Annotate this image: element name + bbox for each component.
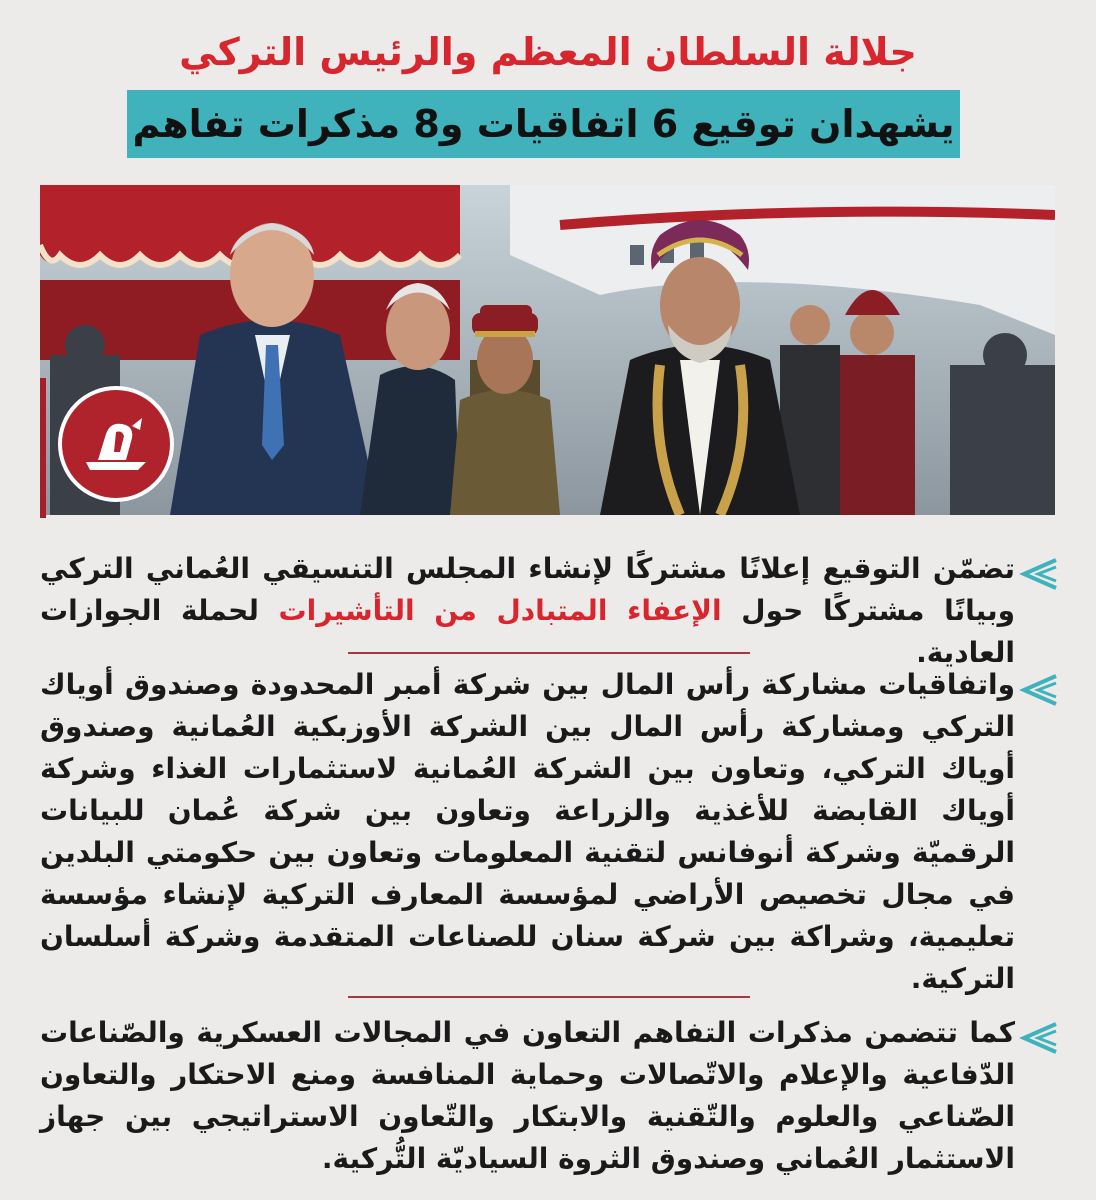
paragraph-1-text-start: تضمّن التوقيع إعلانًا مشتركًا لإنشاء المجلس التنسيقي العُماني التركي وبيانًا مشتركًا حول bbox=[40, 552, 1015, 627]
news-photo bbox=[40, 185, 1055, 515]
headline-subtitle: يشهدان توقيع 6 اتفاقيات و8 مذكرات تفاهم bbox=[132, 102, 955, 146]
paragraph-1-text-end: لحملة الجوازات العادية. bbox=[40, 594, 1015, 669]
paragraph-2: واتفاقيات مشاركة رأس المال بين شركة أمبر المحدودة وصندوق أوياك التركي ومشاركة رأس المال بين الشركة الأوزبكية العُمانية وصندوق أوياك التركي، وتعاون بين الشركة العُمانية لاستثمارات الغذاء وشركة أوياك القابضة للأغذية والزراعة وتعاون بين شركة عُمان للبيانات الرقميّة وشركة أنوفانس لتقنية المعلومات وتعاون بين حكومتي البلدين في مجال تخصيص الأراضي لمؤسسة المعارف التركية لإنشاء مؤسسة تعليمية، وشراكة بين شركة سنان للصناعات المتقدمة وشركة أسلسان التركية. bbox=[40, 668, 1015, 995]
paragraph-1 bbox=[40, 548, 1015, 674]
bullet-chevron-icon bbox=[1018, 1020, 1058, 1056]
photo-accent-bar bbox=[40, 378, 46, 518]
bullet-chevron-icon bbox=[1018, 672, 1058, 708]
headline-subtitle-band bbox=[127, 90, 960, 158]
paragraph-1-highlight: الإعفاء المتبادل من التأشيرات bbox=[278, 594, 722, 627]
photo-illustration bbox=[40, 185, 1055, 515]
brand-logo-icon bbox=[58, 386, 174, 502]
divider-1 bbox=[348, 652, 750, 654]
paragraph-3: كما تتضمن مذكرات التفاهم التعاون في المجالات العسكرية والصّناعات الدّفاعية والإعلام والاتّصالات وحماية المنافسة ومنع الاحتكار والتعاون الصّناعي والعلوم والتّقنية والابتكار والتّعاون الاستراتيجي بين جهاز الاستثمار العُماني وصندوق الثروة السياديّة التُّركية. bbox=[40, 1016, 1015, 1175]
bullet-chevron-icon bbox=[1018, 556, 1058, 592]
headline-title: جلالة السلطان المعظم والرئيس التركي bbox=[179, 30, 917, 74]
divider-2 bbox=[348, 996, 750, 998]
